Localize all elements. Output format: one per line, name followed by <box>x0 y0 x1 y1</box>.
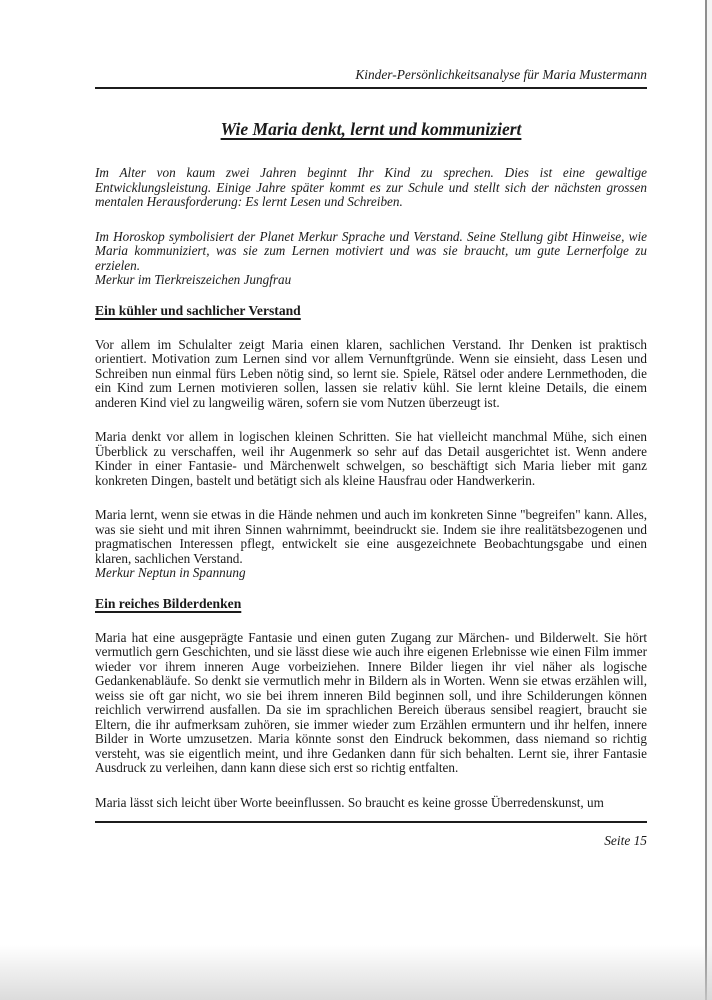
page-footer <box>95 821 647 848</box>
paragraph: Vor allem im Schulalter zeigt Maria einen klaren, sachlichen Verstand. Ihr Denken ist praktisch orientiert. Motivation zum Lernen sind vor allem Vernunftgründe. Wenn sie einsieht, dass Lesen und Schreiben nun einmal fürs Leben nötig sind, so lernt sie. Spiele, Rätsel oder andere Lernmethoden, die ein Kind zum Lernen motivieren sollen, lassen sie relativ kühl. Sie lernt kleine Details, die einem anderen Kind viel zu langweilig wären, sofern sie vom Nutzen überzeugt ist. <box>95 336 647 410</box>
intro-block <box>95 166 647 273</box>
section-merkur-jungfrau <box>95 273 647 566</box>
section-body <box>95 338 647 567</box>
section-body <box>95 631 647 811</box>
section-heading: Ein kühler und sachlicher Verstand <box>95 302 301 318</box>
page-title: Wie Maria denkt, lernt und kommuniziert <box>220 119 522 139</box>
paragraph: Maria hat eine ausgeprägte Fantasie und einen guten Zugang zur Märchen- und Bilderwelt. Sie hört vermutlich gern Geschichten, und sie lässt diese wie auch ihre eigenen Erlebnisse wie einen Film immer wieder vor ihrem inneren Auge vorbeiziehen. Innere Bilder liegen ihr viel näher als logische Gedankenabläufe. So denkt sie vermutlich mehr in Bildern als in Worten. Wenn sie etwas erzählen will, weiss sie oft gar nicht, wo sie bei ihrem inneren Bild beginnen soll, und ihre Schilderungen können reichlich verwirrend ausfallen. Da sie im sprachlichen Bereich überaus sensibel reagiert, braucht sie Eltern, die ihr aufmerksam zuhören, sie immer wieder zum Erzählen ermuntern und ihr helfen, innere Bilder in Worte umzusetzen. Maria könnte sonst den Eindruck bekommen, dass niemand so richtig versteht, was sie eigentlich meint, und ihre Gedanken dann für sich behalten. Lernt sie, ihrer Fantasie Ausdruck zu verleihen, dann kann diese sich erst so richtig entfalten. <box>95 629 647 775</box>
section-subtitle: Merkur Neptun in Spannung <box>95 565 246 580</box>
paragraph: Maria denkt vor allem in logischen kleinen Schritten. Sie hat vielleicht manchmal Mühe, sich einen Überblick zu verschaffen, weil ihr Augenmerk so sehr auf das Detail ausgerichtet ist. Wenn andere Kinder in einer Fantasie- und Märchenwelt schwelgen, so beschäftigt sich Maria lieber mit ganz konkreten Dingen, bastelt und betätigt sich als kleine Hausfrau oder Handwerkerin. <box>95 429 647 488</box>
page-bottom-shadow <box>0 945 712 1000</box>
page-right-margin <box>707 0 712 1000</box>
header-title: Kinder-Persönlichkeitsanalyse für Maria Mustermann <box>355 67 647 82</box>
section-subtitle: Merkur im Tierkreiszeichen Jungfrau <box>95 272 292 287</box>
section-heading: Ein reiches Bilderdenken <box>95 595 242 611</box>
intro-paragraph: Im Alter von kaum zwei Jahren beginnt Ihr Kind zu sprechen. Dies ist eine gewaltige Entwicklungsleistung. Einige Jahre später kommt es zur Schule und stellt sich der nächsten grossen mentalen Herausforderung: Es lernt Lesen und Schreiben. <box>95 165 647 209</box>
paragraph: Maria lässt sich leicht über Worte beeinflussen. So braucht es keine grosse Überredenskunst, um <box>95 794 604 810</box>
section-merkur-neptun <box>95 566 647 810</box>
page-header <box>95 67 647 89</box>
intro-paragraph: Im Horoskop symbolisiert der Planet Merkur Sprache und Verstand. Seine Stellung gibt Hinweise, wie Maria kommuniziert, was sie zum Lernen motiviert und was sie braucht, um gute Lernerfolge zu erzielen. <box>95 228 647 273</box>
page-content <box>95 0 647 848</box>
page-number: Seite 15 <box>604 833 647 848</box>
paragraph: Maria lernt, wenn sie etwas in die Hände nehmen und auch im konkreten Sinne "begreifen" kann. Alles, was sie sieht und mit ihren Sinnen wahrnimmt, beeindruckt sie. Indem sie ihre realitätsbezogenen und pragmatischen Interessen pflegt, entwickelt sie eine ausgezeichnete Beobachtungsgabe und einen klaren, sachlichen Verstand. <box>95 507 647 566</box>
page-edge-line <box>705 0 707 1000</box>
